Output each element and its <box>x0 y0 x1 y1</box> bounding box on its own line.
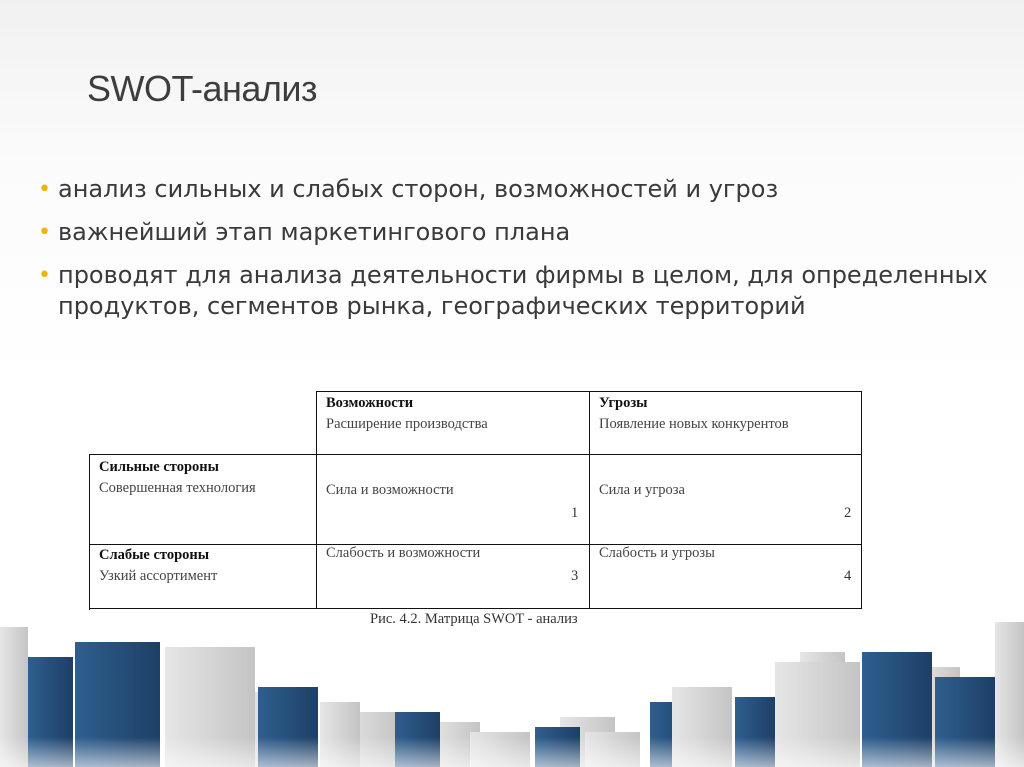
bullet-icon: • <box>38 220 51 245</box>
threats-text: Появление новых конкурентов <box>599 416 789 432</box>
weaknesses-text: Узкий ассортимент <box>99 568 218 584</box>
bullet-text: проводят для анализа деятельности фирмы в целом, для определенных продуктов, сегментов рынка, географических территорий <box>58 261 988 320</box>
strengths-cell <box>99 457 256 499</box>
weaknesses-cell <box>99 545 217 587</box>
cell-weaknesses-threats: Слабость и угрозы <box>599 545 715 561</box>
grid-line <box>861 391 862 609</box>
bullet-item <box>36 174 996 205</box>
grid-line <box>89 454 90 610</box>
strengths-header: Сильные стороны <box>99 459 219 475</box>
bullet-item <box>36 217 996 248</box>
bullet-icon: • <box>38 177 51 202</box>
cell-number: 2 <box>844 505 852 521</box>
slide-title: SWOT-анализ <box>87 68 318 109</box>
bullet-icon: • <box>38 263 51 288</box>
figure-caption: Рис. 4.2. Матрица SWOT - анализ <box>370 611 578 627</box>
grid-line <box>316 391 317 609</box>
opportunities-header: Возможности <box>326 395 414 411</box>
cell-strengths-opportunities: Сила и возможности <box>326 482 454 498</box>
cell-weaknesses-opportunities: Слабость и возможности <box>326 545 481 561</box>
grid-line <box>89 608 862 609</box>
grid-line <box>589 391 590 609</box>
weaknesses-header: Слабые стороны <box>99 547 210 563</box>
threats-header: Угрозы <box>599 395 648 411</box>
cell-number: 4 <box>844 568 852 584</box>
cell-strengths-threats: Сила и угроза <box>599 482 685 498</box>
cell-number: 3 <box>571 568 579 584</box>
strengths-text: Совершенная технология <box>99 480 256 496</box>
opportunities-cell <box>326 393 488 435</box>
bullet-text: анализ сильных и слабых сторон, возможностей и угроз <box>58 175 779 203</box>
bullet-item <box>36 260 996 322</box>
cell-number: 1 <box>571 505 579 521</box>
bullet-text: важнейший этап маркетингового плана <box>58 218 571 246</box>
city-skyline-decoration <box>0 617 1024 767</box>
bullet-list <box>36 174 996 334</box>
swot-matrix <box>72 387 878 637</box>
threats-cell <box>599 393 789 435</box>
grid-line <box>89 454 862 455</box>
opportunities-text: Расширение производства <box>326 416 488 432</box>
